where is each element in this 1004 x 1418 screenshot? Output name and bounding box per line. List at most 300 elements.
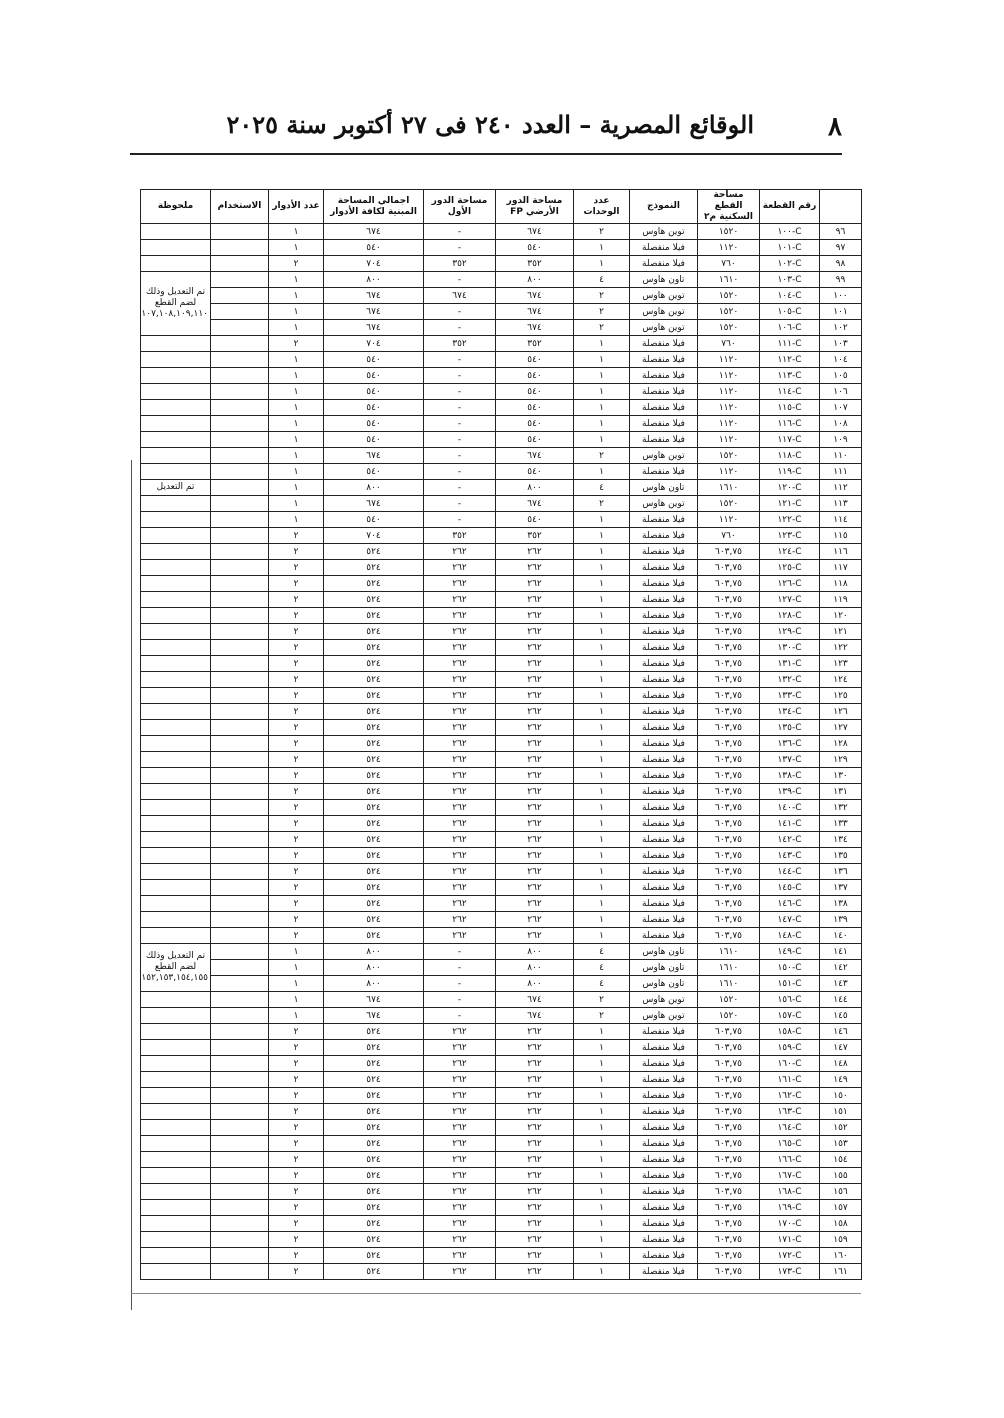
cell-note <box>141 1040 211 1056</box>
cell-serial: ١٣٦ <box>820 864 862 880</box>
cell-total-built: ٦٧٤ <box>324 288 424 304</box>
cell-plot-number: C-١٢٥ <box>760 560 820 576</box>
cell-first-floor: - <box>424 240 496 256</box>
cell-units: ١ <box>574 1200 630 1216</box>
cell-usage <box>211 640 269 656</box>
cell-plot-area: ٦٠٣,٧٥ <box>698 544 760 560</box>
cell-floors: ٢ <box>269 672 324 688</box>
cell-plot-number: C-١٢١ <box>760 496 820 512</box>
cell-ground-floor: ٢٦٢ <box>496 784 574 800</box>
cell-model: تاون هاوس <box>630 480 698 496</box>
table-row <box>141 880 862 896</box>
cell-total-built: ٥٤٠ <box>324 384 424 400</box>
cell-plot-number: C-١٦٨ <box>760 1184 820 1200</box>
cell-units: ١ <box>574 688 630 704</box>
cell-floors: ٢ <box>269 768 324 784</box>
cell-plot-area: ٦٠٣,٧٥ <box>698 656 760 672</box>
table-row <box>141 1216 862 1232</box>
cell-model: فيلا منفصلة <box>630 880 698 896</box>
cell-total-built: ٨٠٠ <box>324 480 424 496</box>
cell-usage <box>211 368 269 384</box>
cell-serial: ١١٠ <box>820 448 862 464</box>
cell-first-floor: - <box>424 320 496 336</box>
cell-serial: ١٠١ <box>820 304 862 320</box>
cell-ground-floor: ٢٦٢ <box>496 896 574 912</box>
cell-usage <box>211 960 269 976</box>
cell-plot-number: C-١٥٠ <box>760 960 820 976</box>
cell-usage <box>211 1216 269 1232</box>
cell-plot-area: ١٦١٠ <box>698 944 760 960</box>
table-row <box>141 544 862 560</box>
cell-usage <box>211 704 269 720</box>
cell-floors: ٢ <box>269 704 324 720</box>
cell-total-built: ٥٢٤ <box>324 624 424 640</box>
table-row <box>141 704 862 720</box>
cell-serial: ١٠٣ <box>820 336 862 352</box>
cell-usage <box>211 1024 269 1040</box>
cell-plot-area: ٦٠٣,٧٥ <box>698 640 760 656</box>
cell-plot-area: ٦٠٣,٧٥ <box>698 1056 760 1072</box>
cell-usage <box>211 1264 269 1280</box>
cell-total-built: ٦٧٤ <box>324 496 424 512</box>
cell-usage <box>211 272 269 288</box>
cell-total-built: ٥٢٤ <box>324 1024 424 1040</box>
cell-ground-floor: ٢٦٢ <box>496 1264 574 1280</box>
cell-first-floor: ٢٦٢ <box>424 800 496 816</box>
cell-total-built: ٧٠٤ <box>324 256 424 272</box>
cell-plot-number: C-١١٨ <box>760 448 820 464</box>
table-header-row <box>141 190 862 224</box>
cell-serial: ١٢٧ <box>820 720 862 736</box>
cell-ground-floor: ٢٦٢ <box>496 560 574 576</box>
cell-floors: ٢ <box>269 1168 324 1184</box>
cell-plot-number: C-١٥١ <box>760 976 820 992</box>
cell-model: توين هاوس <box>630 448 698 464</box>
cell-model: فيلا منفصلة <box>630 1072 698 1088</box>
cell-note <box>141 1168 211 1184</box>
cell-ground-floor: ٢٦٢ <box>496 656 574 672</box>
table-row <box>141 304 862 320</box>
cell-note <box>141 720 211 736</box>
cell-first-floor: - <box>424 992 496 1008</box>
cell-first-floor: - <box>424 400 496 416</box>
cell-total-built: ٥٢٤ <box>324 1216 424 1232</box>
cell-plot-number: C-١٦٢ <box>760 1088 820 1104</box>
table-row <box>141 608 862 624</box>
cell-plot-area: ١٥٢٠ <box>698 304 760 320</box>
cell-units: ١ <box>574 1168 630 1184</box>
cell-floors: ١ <box>269 384 324 400</box>
cell-units: ٢ <box>574 288 630 304</box>
table-row <box>141 464 862 480</box>
table-row <box>141 912 862 928</box>
cell-note <box>141 752 211 768</box>
col-header-first-floor: مساحة الدور الأول <box>424 190 496 224</box>
cell-floors: ١ <box>269 240 324 256</box>
cell-units: ١ <box>574 1152 630 1168</box>
cell-note <box>141 224 211 240</box>
cell-first-floor: - <box>424 416 496 432</box>
cell-serial: ١٢٦ <box>820 704 862 720</box>
cell-note <box>141 912 211 928</box>
cell-plot-number: C-١٧٣ <box>760 1264 820 1280</box>
cell-floors: ٢ <box>269 928 324 944</box>
cell-plot-area: ١٦١٠ <box>698 272 760 288</box>
cell-plot-number: C-١٦٠ <box>760 1056 820 1072</box>
cell-serial: ١١٦ <box>820 544 862 560</box>
cell-note <box>141 1152 211 1168</box>
cell-floors: ١ <box>269 416 324 432</box>
cell-note <box>141 992 211 1008</box>
cell-units: ١ <box>574 672 630 688</box>
cell-units: ١ <box>574 656 630 672</box>
cell-plot-number: C-١٤٨ <box>760 928 820 944</box>
cell-ground-floor: ٢٦٢ <box>496 1216 574 1232</box>
cell-plot-number: C-١٥٨ <box>760 1024 820 1040</box>
cell-first-floor: - <box>424 464 496 480</box>
cell-serial: ٩٩ <box>820 272 862 288</box>
cell-first-floor: ٢٦٢ <box>424 1120 496 1136</box>
cell-plot-area: ١١٢٠ <box>698 384 760 400</box>
cell-plot-number: C-١١٤ <box>760 384 820 400</box>
cell-total-built: ٥٢٤ <box>324 1040 424 1056</box>
cell-plot-number: C-١٠٤ <box>760 288 820 304</box>
cell-usage <box>211 768 269 784</box>
table-row <box>141 1072 862 1088</box>
cell-ground-floor: ٢٦٢ <box>496 704 574 720</box>
cell-plot-number: C-١٧٠ <box>760 1216 820 1232</box>
cell-units: ١ <box>574 1248 630 1264</box>
cell-floors: ٢ <box>269 1184 324 1200</box>
cell-model: فيلا منفصلة <box>630 1152 698 1168</box>
cell-model: فيلا منفصلة <box>630 1088 698 1104</box>
cell-ground-floor: ٢٦٢ <box>496 608 574 624</box>
cell-ground-floor: ٦٧٤ <box>496 224 574 240</box>
cell-units: ١ <box>574 800 630 816</box>
footer-rule <box>131 1293 861 1294</box>
table-row <box>141 496 862 512</box>
cell-floors: ١ <box>269 512 324 528</box>
cell-model: فيلا منفصلة <box>630 1104 698 1120</box>
cell-plot-number: C-١٠١ <box>760 240 820 256</box>
cell-floors: ٢ <box>269 912 324 928</box>
cell-ground-floor: ٢٦٢ <box>496 1232 574 1248</box>
table-row <box>141 1184 862 1200</box>
cell-serial: ١٤٨ <box>820 1056 862 1072</box>
cell-plot-area: ١١٢٠ <box>698 512 760 528</box>
cell-usage <box>211 784 269 800</box>
cell-units: ١ <box>574 1088 630 1104</box>
cell-floors: ٢ <box>269 1232 324 1248</box>
cell-note <box>141 576 211 592</box>
cell-ground-floor: ٢٦٢ <box>496 1152 574 1168</box>
cell-plot-number: C-١٦١ <box>760 1072 820 1088</box>
cell-plot-area: ٦٠٣,٧٥ <box>698 1232 760 1248</box>
cell-plot-number: C-١٢٤ <box>760 544 820 560</box>
cell-serial: ١٦٠ <box>820 1248 862 1264</box>
cell-units: ٤ <box>574 272 630 288</box>
cell-total-built: ٦٧٤ <box>324 224 424 240</box>
cell-note <box>141 768 211 784</box>
cell-model: فيلا منفصلة <box>630 1264 698 1280</box>
cell-units: ٢ <box>574 304 630 320</box>
cell-floors: ١ <box>269 944 324 960</box>
cell-usage <box>211 1168 269 1184</box>
cell-first-floor: - <box>424 272 496 288</box>
cell-model: فيلا منفصلة <box>630 688 698 704</box>
cell-usage <box>211 256 269 272</box>
cell-note <box>141 240 211 256</box>
cell-first-floor: ٢٦٢ <box>424 656 496 672</box>
cell-plot-area: ٦٠٣,٧٥ <box>698 896 760 912</box>
cell-serial: ١٢٨ <box>820 736 862 752</box>
cell-ground-floor: ٢٦٢ <box>496 672 574 688</box>
cell-first-floor: - <box>424 512 496 528</box>
cell-ground-floor: ٥٤٠ <box>496 464 574 480</box>
cell-serial: ١٥٧ <box>820 1200 862 1216</box>
cell-units: ١ <box>574 1216 630 1232</box>
cell-serial: ١٥١ <box>820 1104 862 1120</box>
table-row <box>141 1120 862 1136</box>
cell-usage <box>211 592 269 608</box>
cell-model: فيلا منفصلة <box>630 656 698 672</box>
cell-plot-area: ٦٠٣,٧٥ <box>698 832 760 848</box>
cell-serial: ٩٦ <box>820 224 862 240</box>
cell-serial: ١٢٠ <box>820 608 862 624</box>
cell-plot-number: C-١٣٩ <box>760 784 820 800</box>
margin-line <box>131 460 132 1310</box>
cell-model: فيلا منفصلة <box>630 672 698 688</box>
cell-plot-number: C-١٥٧ <box>760 1008 820 1024</box>
table-row <box>141 944 862 960</box>
cell-total-built: ٥٢٤ <box>324 784 424 800</box>
cell-usage <box>211 1040 269 1056</box>
cell-total-built: ٥٤٠ <box>324 432 424 448</box>
cell-plot-area: ١٥٢٠ <box>698 320 760 336</box>
cell-first-floor: ٢٦٢ <box>424 736 496 752</box>
cell-floors: ٢ <box>269 1024 324 1040</box>
cell-model: فيلا منفصلة <box>630 1120 698 1136</box>
cell-model: فيلا منفصلة <box>630 544 698 560</box>
cell-plot-area: ٦٠٣,٧٥ <box>698 752 760 768</box>
cell-model: فيلا منفصلة <box>630 1136 698 1152</box>
cell-total-built: ٧٠٤ <box>324 336 424 352</box>
cell-plot-number: C-١٢٢ <box>760 512 820 528</box>
cell-total-built: ٥٢٤ <box>324 800 424 816</box>
table-row <box>141 224 862 240</box>
cell-units: ١ <box>574 608 630 624</box>
cell-floors: ١ <box>269 432 324 448</box>
cell-serial: ١٤١ <box>820 944 862 960</box>
cell-model: فيلا منفصلة <box>630 432 698 448</box>
cell-floors: ٢ <box>269 1088 324 1104</box>
cell-plot-number: C-١١٥ <box>760 400 820 416</box>
cell-plot-area: ٦٠٣,٧٥ <box>698 1136 760 1152</box>
cell-units: ١ <box>574 704 630 720</box>
cell-plot-area: ١٥٢٠ <box>698 992 760 1008</box>
cell-total-built: ٥٢٤ <box>324 672 424 688</box>
cell-first-floor: ٢٦٢ <box>424 1104 496 1120</box>
cell-floors: ٢ <box>269 896 324 912</box>
cell-units: ١ <box>574 816 630 832</box>
cell-model: فيلا منفصلة <box>630 608 698 624</box>
cell-model: فيلا منفصلة <box>630 560 698 576</box>
cell-total-built: ٥٢٤ <box>324 592 424 608</box>
cell-first-floor: ٢٦٢ <box>424 1040 496 1056</box>
table-row <box>141 416 862 432</box>
cell-first-floor: ٢٦٢ <box>424 688 496 704</box>
cell-note <box>141 1088 211 1104</box>
cell-serial: ١٤٥ <box>820 1008 862 1024</box>
cell-plot-area: ١٥٢٠ <box>698 448 760 464</box>
cell-first-floor: ٢٦٢ <box>424 1152 496 1168</box>
cell-usage <box>211 304 269 320</box>
cell-plot-number: C-١١٣ <box>760 368 820 384</box>
cell-note <box>141 1008 211 1024</box>
cell-units: ١ <box>574 832 630 848</box>
cell-ground-floor: ٨٠٠ <box>496 976 574 992</box>
cell-usage <box>211 320 269 336</box>
cell-usage <box>211 1072 269 1088</box>
cell-floors: ٢ <box>269 656 324 672</box>
cell-plot-area: ٦٠٣,٧٥ <box>698 624 760 640</box>
cell-ground-floor: ٣٥٢ <box>496 256 574 272</box>
cell-ground-floor: ٢٦٢ <box>496 1200 574 1216</box>
cell-model: فيلا منفصلة <box>630 1024 698 1040</box>
cell-serial: ١٣٩ <box>820 912 862 928</box>
cell-plot-area: ١٦١٠ <box>698 960 760 976</box>
cell-total-built: ٥٢٤ <box>324 656 424 672</box>
cell-serial: ١٠٠ <box>820 288 862 304</box>
cell-first-floor: ٢٦٢ <box>424 1264 496 1280</box>
cell-plot-area: ٦٠٣,٧٥ <box>698 560 760 576</box>
cell-ground-floor: ٦٧٤ <box>496 288 574 304</box>
cell-usage <box>211 432 269 448</box>
col-header-total-built: اجمالي المساحة المبنية لكافة الأدوار <box>324 190 424 224</box>
col-header-note: ملحوظة <box>141 190 211 224</box>
cell-first-floor: ٣٥٢ <box>424 528 496 544</box>
table-row <box>141 1168 862 1184</box>
cell-plot-number: C-١٦٧ <box>760 1168 820 1184</box>
cell-units: ١ <box>574 528 630 544</box>
cell-usage <box>211 832 269 848</box>
cell-note <box>141 400 211 416</box>
table-row <box>141 448 862 464</box>
cell-total-built: ٥٢٤ <box>324 896 424 912</box>
cell-model: فيلا منفصلة <box>630 624 698 640</box>
cell-serial: ١٤٠ <box>820 928 862 944</box>
cell-note <box>141 608 211 624</box>
cell-plot-area: ٦٠٣,٧٥ <box>698 576 760 592</box>
col-header-plot-area: مساحة القطع السكنية م٢ <box>698 190 760 224</box>
cell-serial: ١٥٦ <box>820 1184 862 1200</box>
cell-plot-number: C-١٤٥ <box>760 880 820 896</box>
cell-total-built: ٥٢٤ <box>324 1184 424 1200</box>
cell-model: تاون هاوس <box>630 272 698 288</box>
cell-note <box>141 256 211 272</box>
cell-plot-number: C-١٠٠ <box>760 224 820 240</box>
cell-serial: ١٥٩ <box>820 1232 862 1248</box>
cell-serial: ١١١ <box>820 464 862 480</box>
table-row <box>141 1152 862 1168</box>
cell-units: ١ <box>574 848 630 864</box>
cell-model: فيلا منفصلة <box>630 784 698 800</box>
cell-usage <box>211 944 269 960</box>
cell-first-floor: ٢٦٢ <box>424 1232 496 1248</box>
cell-model: فيلا منفصلة <box>630 1056 698 1072</box>
cell-floors: ٢ <box>269 592 324 608</box>
plots-table <box>140 189 862 1280</box>
cell-first-floor: ٢٦٢ <box>424 832 496 848</box>
cell-first-floor: ٢٦٢ <box>424 752 496 768</box>
cell-model: فيلا منفصلة <box>630 576 698 592</box>
cell-first-floor: ٢٦٢ <box>424 560 496 576</box>
cell-units: ١ <box>574 336 630 352</box>
cell-serial: ١٣٠ <box>820 768 862 784</box>
cell-model: فيلا منفصلة <box>630 336 698 352</box>
cell-floors: ٢ <box>269 560 324 576</box>
cell-total-built: ٥٢٤ <box>324 704 424 720</box>
cell-first-floor: - <box>424 432 496 448</box>
cell-first-floor: ٢٦٢ <box>424 1088 496 1104</box>
cell-floors: ١ <box>269 480 324 496</box>
cell-ground-floor: ٥٤٠ <box>496 432 574 448</box>
cell-plot-number: C-١٤١ <box>760 816 820 832</box>
cell-floors: ٢ <box>269 256 324 272</box>
col-header-usage: الاستخدام <box>211 190 269 224</box>
cell-units: ١ <box>574 1056 630 1072</box>
cell-model: فيلا منفصلة <box>630 720 698 736</box>
table-row <box>141 432 862 448</box>
cell-units: ٢ <box>574 320 630 336</box>
cell-ground-floor: ٢٦٢ <box>496 928 574 944</box>
cell-floors: ١ <box>269 368 324 384</box>
cell-total-built: ٥٢٤ <box>324 752 424 768</box>
cell-plot-area: ٦٠٣,٧٥ <box>698 688 760 704</box>
cell-first-floor: ٢٦٢ <box>424 1168 496 1184</box>
cell-floors: ١ <box>269 464 324 480</box>
cell-serial: ١٢١ <box>820 624 862 640</box>
cell-serial: ١٣٤ <box>820 832 862 848</box>
cell-first-floor: - <box>424 352 496 368</box>
cell-plot-number: C-١٦٦ <box>760 1152 820 1168</box>
cell-serial: ٩٨ <box>820 256 862 272</box>
cell-model: فيلا منفصلة <box>630 464 698 480</box>
table-row <box>141 720 862 736</box>
cell-floors: ٢ <box>269 1104 324 1120</box>
cell-plot-area: ٧٦٠ <box>698 336 760 352</box>
cell-ground-floor: ٦٧٤ <box>496 992 574 1008</box>
cell-total-built: ٥٤٠ <box>324 368 424 384</box>
cell-first-floor: ٢٦٢ <box>424 608 496 624</box>
cell-serial: ١٠٢ <box>820 320 862 336</box>
cell-total-built: ٨٠٠ <box>324 944 424 960</box>
cell-plot-area: ٦٠٣,٧٥ <box>698 1184 760 1200</box>
table-row <box>141 976 862 992</box>
cell-first-floor: ٣٥٢ <box>424 256 496 272</box>
cell-ground-floor: ٢٦٢ <box>496 736 574 752</box>
cell-serial: ١١٤ <box>820 512 862 528</box>
header-rule <box>130 153 842 155</box>
cell-floors: ٢ <box>269 1216 324 1232</box>
cell-plot-number: C-١٦٣ <box>760 1104 820 1120</box>
cell-note <box>141 1216 211 1232</box>
cell-note <box>141 1232 211 1248</box>
cell-units: ١ <box>574 768 630 784</box>
cell-floors: ٢ <box>269 1040 324 1056</box>
cell-note <box>141 880 211 896</box>
cell-ground-floor: ٢٦٢ <box>496 592 574 608</box>
